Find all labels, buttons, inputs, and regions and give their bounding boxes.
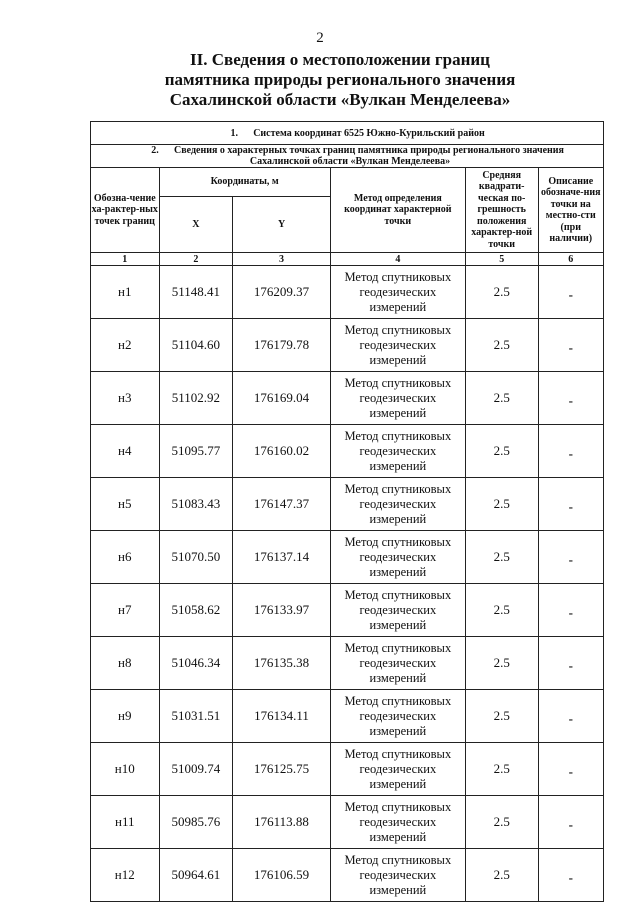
- error-value: 2.5: [465, 743, 538, 796]
- coord-y: 176209.37: [233, 266, 331, 319]
- table-row: [91, 690, 604, 743]
- point-id: н2: [91, 319, 160, 372]
- coord-y: 176113.88: [233, 796, 331, 849]
- header-method: Метод определения координат характерной точки: [330, 168, 465, 253]
- table-row: [91, 796, 604, 849]
- description: -: [538, 584, 603, 637]
- method: Метод спутниковых геодезических измерений: [330, 266, 465, 319]
- header-coordinates: Координаты, м: [159, 168, 330, 197]
- error-value: 2.5: [465, 266, 538, 319]
- method: Метод спутниковых геодезических измерений: [330, 531, 465, 584]
- table-row: [91, 531, 604, 584]
- point-id: н1: [91, 266, 160, 319]
- header-y: Y: [233, 197, 331, 253]
- error-value: 2.5: [465, 372, 538, 425]
- table-row: [91, 478, 604, 531]
- table-row: [91, 425, 604, 478]
- column-number: 4: [330, 253, 465, 266]
- column-number: 5: [465, 253, 538, 266]
- coord-x: 51058.62: [159, 584, 233, 637]
- coordinate-system-row: [91, 122, 604, 145]
- method: Метод спутниковых геодезических измерений: [330, 425, 465, 478]
- table-row: [91, 584, 604, 637]
- method: Метод спутниковых геодезических измерений: [330, 796, 465, 849]
- title-line-1: II. Сведения о местоположении границ: [190, 50, 490, 69]
- coord-y: 176106.59: [233, 849, 331, 902]
- error-value: 2.5: [465, 319, 538, 372]
- coord-x: 51070.50: [159, 531, 233, 584]
- error-value: 2.5: [465, 531, 538, 584]
- header-designation: Обозна-чение ха-рактер-ных точек границ: [91, 168, 160, 253]
- error-value: 2.5: [465, 796, 538, 849]
- coord-y: 176160.02: [233, 425, 331, 478]
- method: Метод спутниковых геодезических измерений: [330, 478, 465, 531]
- description: -: [538, 690, 603, 743]
- points-info-text-2: Сахалинской области «Вулкан Менделеева»: [249, 156, 451, 167]
- points-info-text-1: Сведения о характерных точках границ памятника природы регионального значения: [174, 145, 564, 156]
- coord-x: 51031.51: [159, 690, 233, 743]
- coord-x: 51095.77: [159, 425, 233, 478]
- error-value: 2.5: [465, 425, 538, 478]
- description: -: [538, 266, 603, 319]
- coord-y: 176125.75: [233, 743, 331, 796]
- point-id: н11: [91, 796, 160, 849]
- method: Метод спутниковых геодезических измерений: [330, 849, 465, 902]
- point-id: н6: [91, 531, 160, 584]
- coord-y: 176135.38: [233, 637, 331, 690]
- page-number: 2: [316, 30, 324, 46]
- point-id: н10: [91, 743, 160, 796]
- point-id: н8: [91, 637, 160, 690]
- title-line-2: памятника природы регионального значения: [164, 70, 516, 89]
- description: -: [538, 478, 603, 531]
- column-number: 6: [538, 253, 603, 266]
- description: -: [538, 531, 603, 584]
- table-row: [91, 849, 604, 902]
- point-id: н3: [91, 372, 160, 425]
- boundary-points-table: [90, 121, 604, 902]
- method: Метод спутниковых геодезических измерений: [330, 637, 465, 690]
- coord-x: 51102.92: [159, 372, 233, 425]
- coord-y: 176147.37: [233, 478, 331, 531]
- point-id: н12: [91, 849, 160, 902]
- section-number: 2.: [151, 145, 159, 156]
- header-error: Средняя квадрати-ческая по-грешность положения характер-ной точки: [465, 168, 538, 253]
- description: -: [538, 637, 603, 690]
- point-id: н4: [91, 425, 160, 478]
- description: -: [538, 319, 603, 372]
- column-number: 1: [91, 253, 160, 266]
- coord-y: 176179.78: [233, 319, 331, 372]
- description: -: [538, 425, 603, 478]
- method: Метод спутниковых геодезических измерений: [330, 372, 465, 425]
- points-info-row: [91, 145, 604, 168]
- method: Метод спутниковых геодезических измерений: [330, 319, 465, 372]
- table-row: [91, 372, 604, 425]
- coord-y: 176133.97: [233, 584, 331, 637]
- table-row: [91, 743, 604, 796]
- method: Метод спутниковых геодезических измерений: [330, 690, 465, 743]
- description: -: [538, 743, 603, 796]
- coord-y: 176134.11: [233, 690, 331, 743]
- column-numbers-row: [91, 253, 604, 266]
- column-number: 2: [159, 253, 233, 266]
- section-number: 1.: [230, 127, 238, 139]
- point-id: н9: [91, 690, 160, 743]
- title-line-3: Сахалинской области «Вулкан Менделеева»: [169, 90, 511, 109]
- method: Метод спутниковых геодезических измерений: [330, 743, 465, 796]
- page-title: [60, 50, 620, 110]
- coord-x: 50964.61: [159, 849, 233, 902]
- point-id: н5: [91, 478, 160, 531]
- error-value: 2.5: [465, 849, 538, 902]
- method: Метод спутниковых геодезических измерений: [330, 584, 465, 637]
- coord-x: 51104.60: [159, 319, 233, 372]
- description: -: [538, 796, 603, 849]
- coord-x: 50985.76: [159, 796, 233, 849]
- coordinate-system-text: Система координат 6525 Южно-Курильский район: [253, 127, 485, 139]
- coord-x: 51009.74: [159, 743, 233, 796]
- header-x: X: [159, 197, 233, 253]
- table-row: [91, 637, 604, 690]
- table-body: [91, 266, 604, 902]
- error-value: 2.5: [465, 478, 538, 531]
- coord-y: 176137.14: [233, 531, 331, 584]
- column-number: 3: [233, 253, 331, 266]
- header-description: Описание обозначе-ния точки на местно-сти (при наличии): [538, 168, 603, 253]
- coord-x: 51046.34: [159, 637, 233, 690]
- error-value: 2.5: [465, 637, 538, 690]
- table-row: [91, 266, 604, 319]
- description: -: [538, 372, 603, 425]
- coord-y: 176169.04: [233, 372, 331, 425]
- table-row: [91, 319, 604, 372]
- description: -: [538, 849, 603, 902]
- table-header: [91, 168, 604, 253]
- error-value: 2.5: [465, 690, 538, 743]
- coord-x: 51148.41: [159, 266, 233, 319]
- point-id: н7: [91, 584, 160, 637]
- error-value: 2.5: [465, 584, 538, 637]
- coord-x: 51083.43: [159, 478, 233, 531]
